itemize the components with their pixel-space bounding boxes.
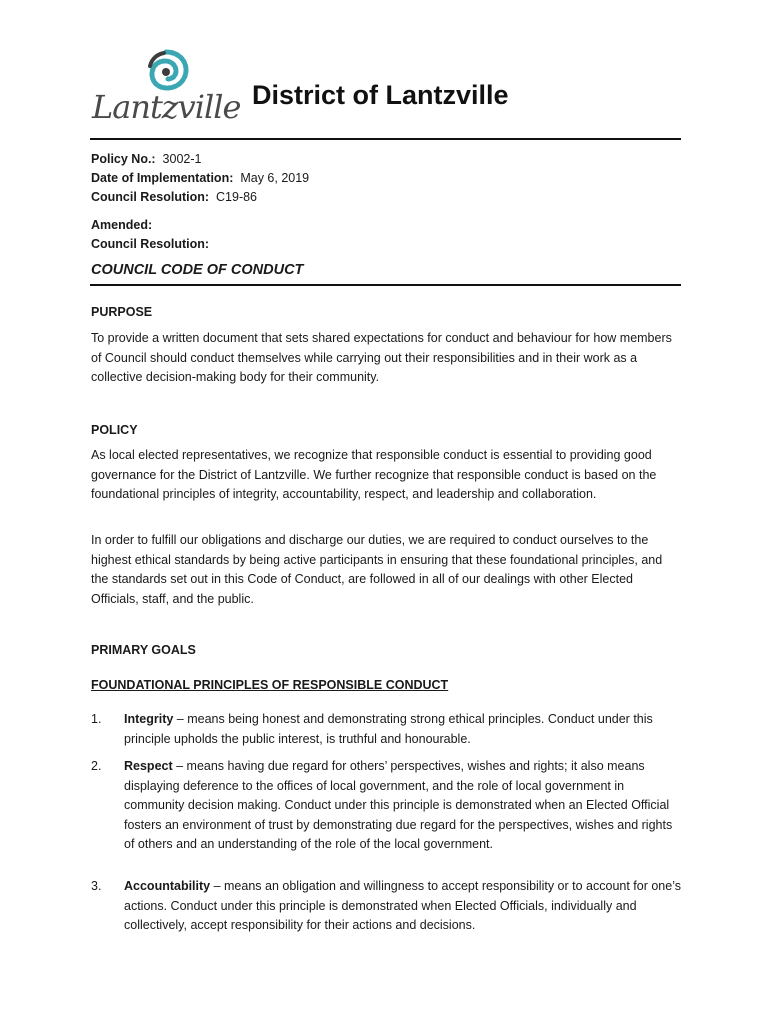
list-item-term: Accountability bbox=[124, 879, 211, 893]
council-resolution-value: C19-86 bbox=[216, 190, 258, 204]
list-item-number: 2. bbox=[91, 759, 102, 773]
purpose-heading: PURPOSE bbox=[91, 305, 153, 319]
implementation-date bbox=[91, 169, 309, 188]
primary-goals-heading: PRIMARY GOALS bbox=[91, 643, 196, 657]
policy-paragraph-1: As local elected representatives, we recognize that responsible conduct is essential to providing good governance for the District of Lantzville. We further recognize that responsible conduct is based on the foundational principles of integrity, accountability, respect, and leadership and collaboration. bbox=[91, 448, 657, 501]
principles-heading: FOUNDATIONAL PRINCIPLES OF RESPONSIBLE CONDUCT bbox=[91, 678, 449, 692]
list-item bbox=[91, 757, 683, 855]
swirl-logo-icon bbox=[142, 48, 190, 92]
implementation-date-label: Date of Implementation: bbox=[91, 171, 234, 185]
policy-number-value: 3002-1 bbox=[162, 152, 202, 166]
list-item bbox=[91, 710, 683, 749]
list-item-number: 3. bbox=[91, 879, 102, 893]
header-divider bbox=[90, 138, 681, 140]
purpose-text: To provide a written document that sets shared expectations for conduct and behaviour for how members of Council should conduct themselves while carrying out their responsibilities and in their work as a collective decision-making body for their community. bbox=[91, 331, 672, 384]
policy-number-label: Policy No.: bbox=[91, 152, 156, 166]
logo-wordmark: Lantzville bbox=[92, 88, 241, 126]
amended-label: Amended: bbox=[91, 218, 153, 232]
policy-paragraph-2: In order to fulfill our obligations and discharge our duties, we are required to conduct ourselves to the highest ethical standards by being active participants in ensuring that these foundational principles, and the standards set out in this Code of Conduct, are followed in all of our dealings with other Elected Officials, staff, and the public. bbox=[91, 533, 663, 606]
list-item-term: Integrity bbox=[124, 712, 174, 726]
list-item-text: – means having due regard for others’ perspectives, wishes and rights; it also means displaying deference to the offices of local government, and the role of local government in community decision making. Conduct under this principle is demonstrated when an Elected Official fosters an environment of trust by demonstrating due regard for the perspectives, wishes and rights of others and an understanding of the role of the local government. bbox=[124, 759, 673, 851]
list-item-term: Respect bbox=[124, 759, 173, 773]
district-logo bbox=[92, 48, 241, 130]
council-resolution-label: Council Resolution: bbox=[91, 190, 210, 204]
code-title: COUNCIL CODE OF CONDUCT bbox=[91, 262, 304, 278]
amended bbox=[91, 216, 152, 235]
title-divider bbox=[90, 284, 681, 286]
list-item-number: 1. bbox=[91, 712, 102, 726]
list-item-text: – means an obligation and willingness to accept responsibility or to account for one’s actions. Conduct under this principle is demonstrated when Elected Officials, individually and collectively, accept responsibility for their actions and decisions. bbox=[124, 879, 682, 932]
list-item bbox=[91, 877, 683, 936]
implementation-date-value: May 6, 2019 bbox=[240, 171, 310, 185]
policy-heading: POLICY bbox=[91, 423, 138, 437]
policy-number bbox=[91, 150, 201, 169]
council-resolution bbox=[91, 188, 257, 207]
page-title: District of Lantzville bbox=[252, 80, 509, 110]
list-item-text: – means being honest and demonstrating strong ethical principles. Conduct under this principle upholds the public interest, is truthful and honourable. bbox=[124, 712, 653, 746]
amended-resolution bbox=[91, 235, 209, 254]
amended-resolution-label: Council Resolution: bbox=[91, 237, 210, 251]
